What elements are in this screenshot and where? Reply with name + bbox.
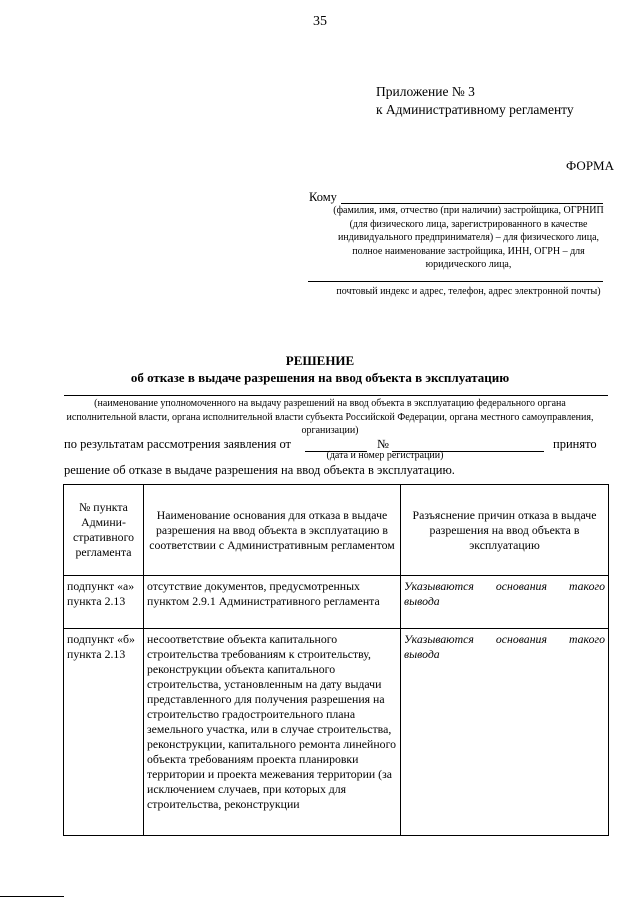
decision-statement: решение об отказе в выдаче разрешения на ввод объекта в эксплуатацию. — [64, 463, 455, 477]
date-note: (дата и номер регистрации) — [326, 450, 444, 461]
decision-title — [0, 352, 640, 386]
authority-line — [64, 395, 608, 396]
reasons-table — [63, 484, 609, 836]
number-sign: № — [377, 437, 389, 451]
row-reason: отсутствие документов, предусмотренных пунктом 2.9.1 Административного регламента — [144, 576, 401, 629]
table-row — [64, 576, 609, 629]
table-row — [64, 629, 609, 836]
header-item: № пункта Админи-стративного регламента — [64, 485, 144, 576]
appendix-regulation: к Административному регламенту — [376, 102, 574, 117]
recipient-label: Кому — [309, 190, 337, 204]
review-suffix: принято — [553, 437, 597, 451]
header-reason: Наименование основания для отказа в выдаче разрешения на ввод объекта в эксплуатацию в соответствии с Административным регламентом — [144, 485, 401, 576]
row-item: подпункт «б» пункта 2.13 — [64, 629, 144, 836]
row-explanation: Указываются основания такого вывода — [401, 576, 609, 629]
header-explanation: Разъяснение причин отказа в выдаче разрешения на ввод объекта в эксплуатацию — [401, 485, 609, 576]
authority-note: (наименование уполномоченного на выдачу разрешений на ввод объекта в эксплуатацию федерального органа исполнительной власти, органа исполнительной власти субъекта Российской Федерации, органа местного самоуправления, организации) — [66, 398, 594, 436]
decision-heading: РЕШЕНИЕ — [285, 353, 355, 368]
address-line — [308, 281, 603, 282]
row-reason: несоответствие объекта капитального строительства требованиям к строительству, реконструкции объекта капитального строительства, установленным на дату выдачи представленного для получения разрешения на строительство градостроительного плана земельного участка, или в случае строительства, реконструкции, капитального ремонта линейного объекта требованиям проекта планировки территории и проекта межевания территории (за исключением случаев, при которых для строительства, реконструкции — [144, 629, 401, 836]
row-explanation: Указываются основания такого вывода — [401, 629, 609, 836]
appendix-title: Приложение № 3 — [376, 84, 475, 99]
appendix-header — [376, 83, 574, 119]
page-number: 35 — [313, 14, 327, 29]
address-note: почтовый индекс и адрес, телефон, адрес электронной почты) — [336, 286, 601, 297]
recipient-note: (фамилия, имя, отчество (при наличии) застройщика, ОГРНИП (для физического лица, зарегистрированного в качестве индивидуального предпринимателя) – для физического лица, полное наименование застройщика, ИНН, ОГРН – для юридического лица, — [333, 205, 604, 270]
row-item: подпункт «а» пункта 2.13 — [64, 576, 144, 629]
review-prefix: по результатам рассмотрения заявления от — [64, 437, 292, 451]
table-header-row — [64, 485, 609, 576]
footnote-separator — [0, 896, 64, 897]
form-label: ФОРМА — [566, 158, 614, 173]
decision-subtitle: об отказе в выдаче разрешения на ввод объекта в эксплуатацию — [130, 370, 510, 385]
